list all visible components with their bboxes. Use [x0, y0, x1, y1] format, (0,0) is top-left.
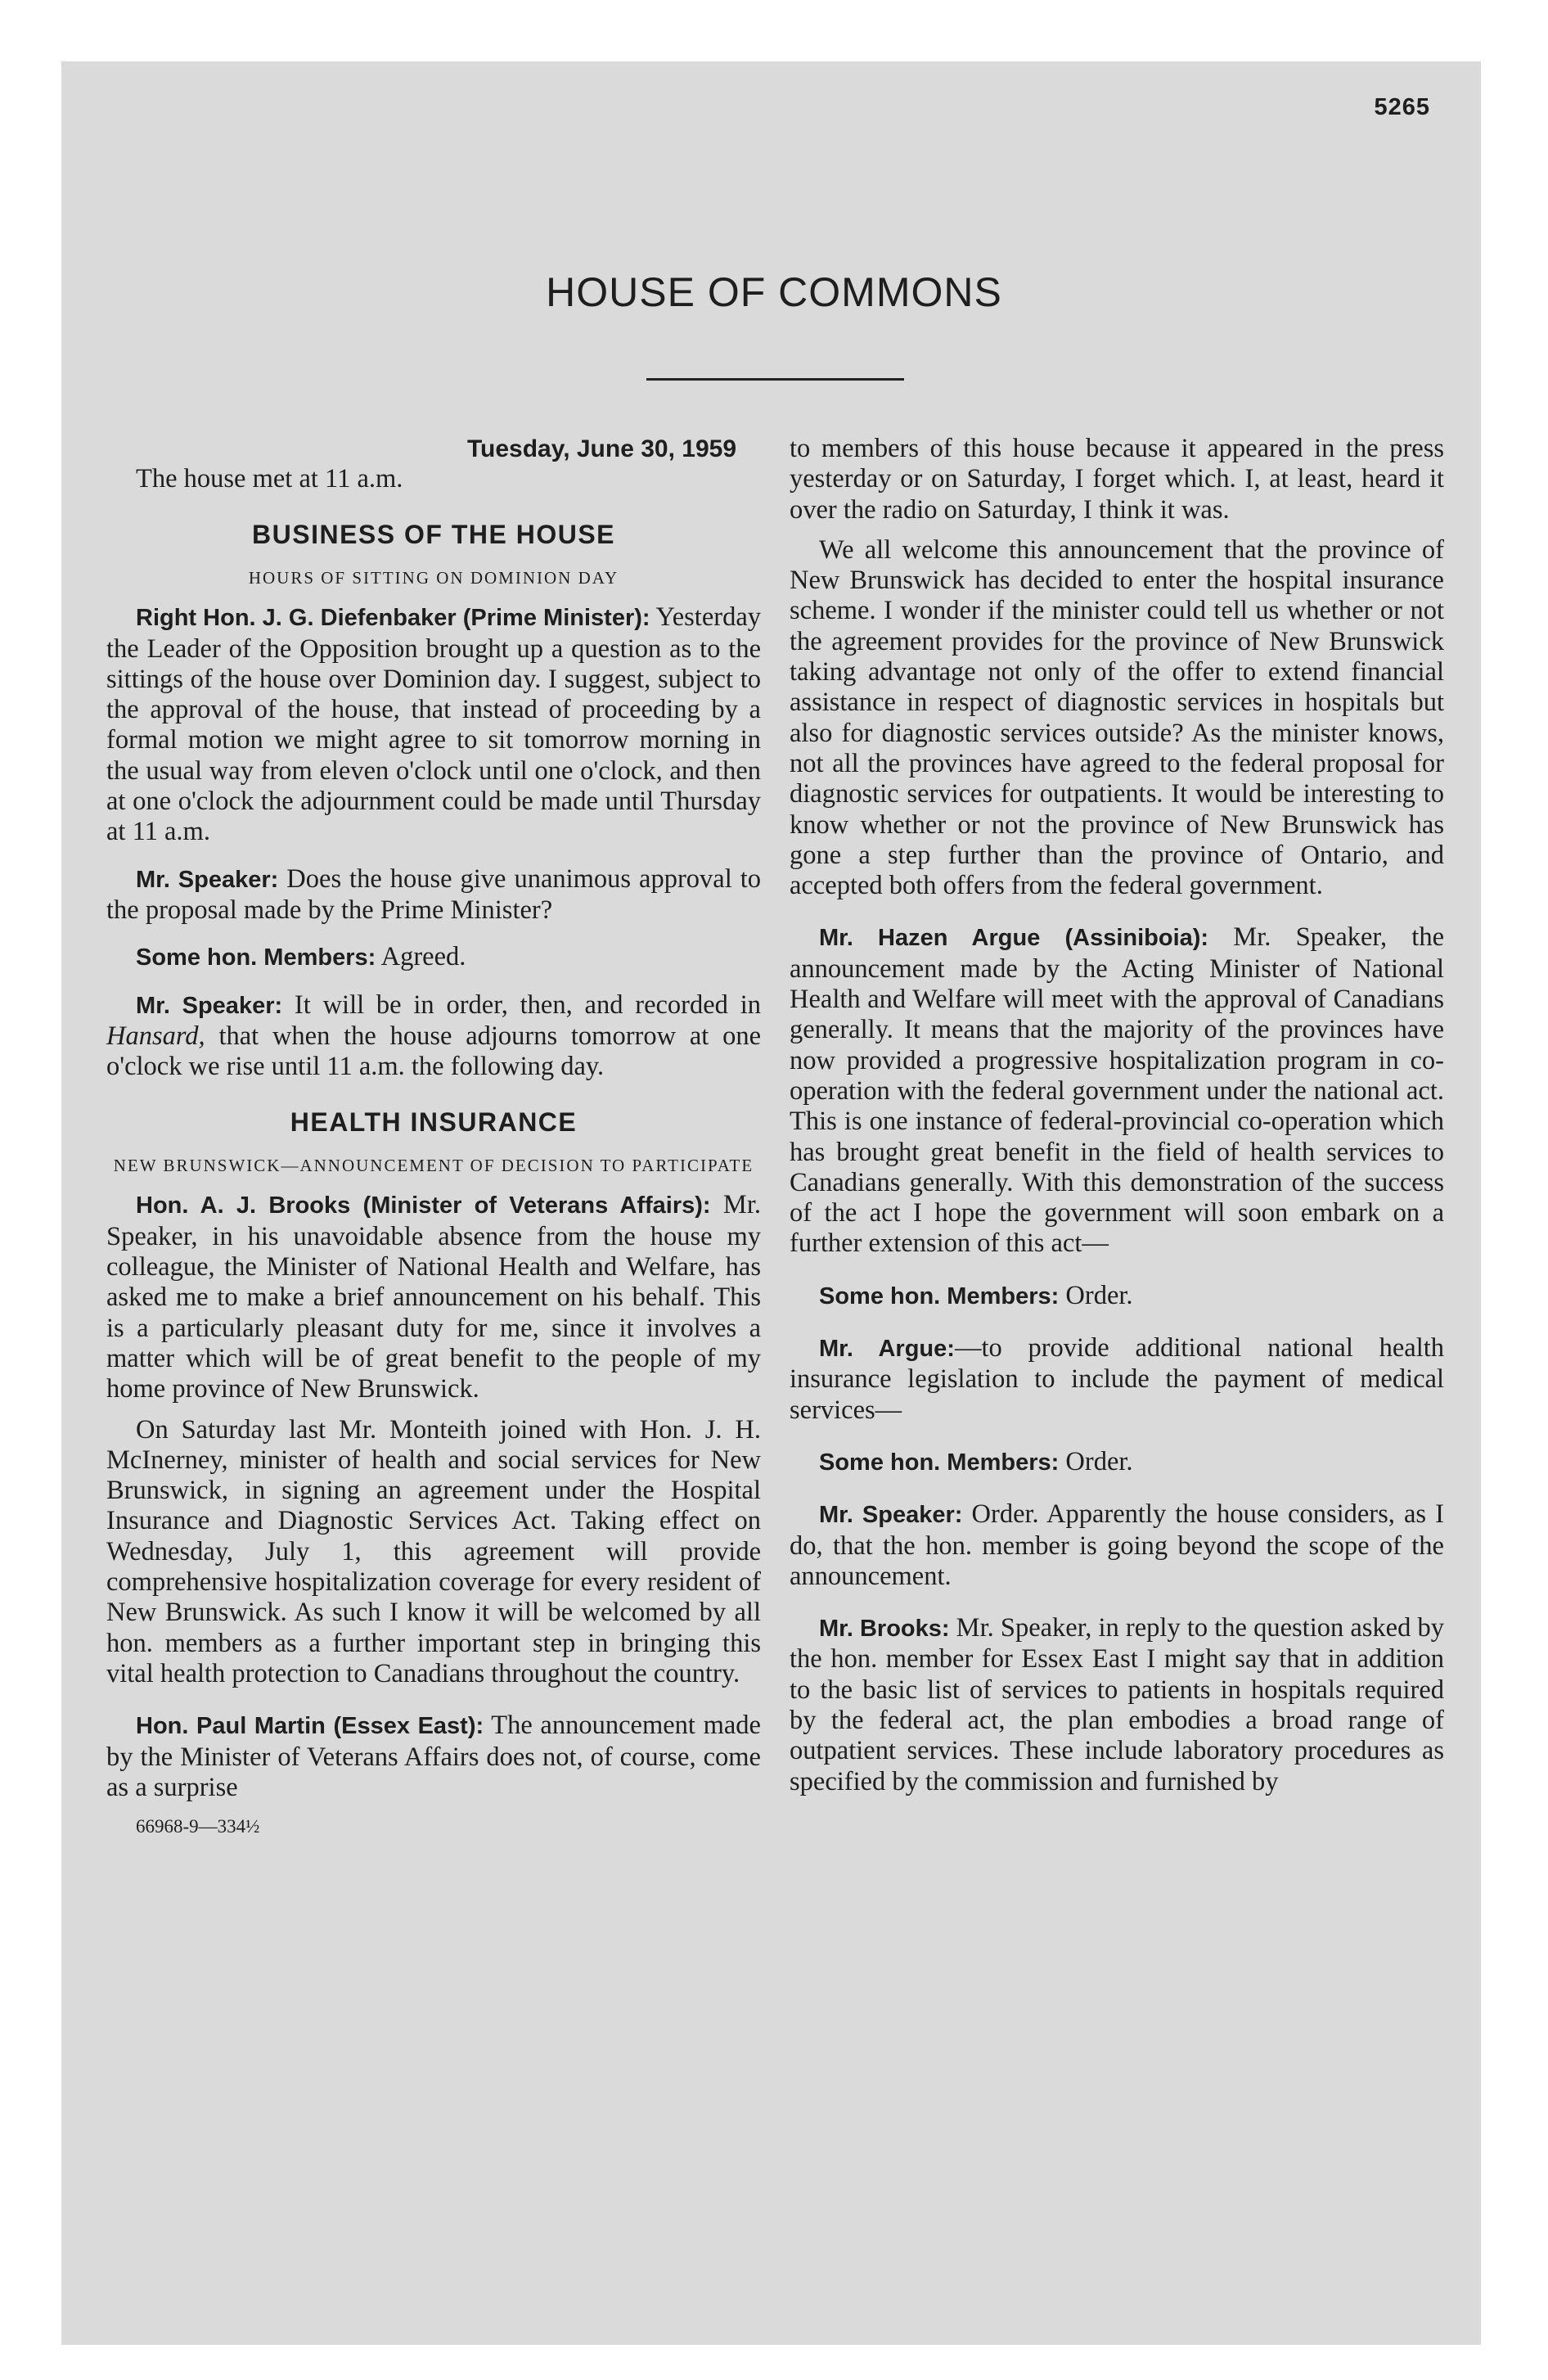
- section-heading-health: HEALTH INSURANCE: [290, 1107, 578, 1138]
- speaker-name: Mr. Argue:: [819, 1336, 955, 1363]
- speech-text: The announcement made by the Minister of Veterans Affairs does not, of course, come as a surprise: [106, 1711, 761, 1802]
- speech-text: Order.: [1059, 1280, 1133, 1310]
- speaker-name: Mr. Speaker:: [136, 866, 279, 893]
- speaker-name: Mr. Brooks:: [819, 1616, 950, 1643]
- speech-text: Mr. Speaker, in his unavoidable absence from the house my colleague, the Minister of National Health and Welfare, has asked me to make a brief announcement on his behalf. This is a particularly pleasant duty for me, since it involves a matter which will be of great benefit to the people of my home province of New Brunswick.: [106, 1190, 761, 1404]
- left-column: [106, 434, 761, 1839]
- speech-brooks-1: [106, 1190, 761, 1404]
- page-title: HOUSE OF COMMONS: [546, 269, 1002, 315]
- speech-argue-2: [790, 1333, 1444, 1426]
- hansard-italic: Hansard,: [106, 1021, 205, 1051]
- speech-text: Does the house give unanimous approval to the proposal made by the Prime Minister?: [106, 863, 761, 925]
- section-heading-business: BUSINESS OF THE HOUSE: [252, 520, 615, 550]
- speech-text: —to provide additional national health insurance legislation to include the payment of medical services—: [790, 1333, 1444, 1425]
- speaker-name: Some hon. Members:: [819, 1282, 1060, 1309]
- speech-text: Agreed.: [376, 942, 466, 972]
- sitting-opening: The house met at 11 a.m.: [136, 464, 403, 494]
- speech-members-order-1: [790, 1281, 1444, 1312]
- speaker-name: Hon. Paul Martin (Essex East):: [136, 1713, 484, 1740]
- speech-speaker-3: [790, 1499, 1444, 1592]
- speech-brooks-3: [790, 1613, 1444, 1797]
- speaker-name: Mr. Speaker:: [136, 992, 283, 1019]
- speech-diefenbaker: [106, 602, 761, 847]
- speech-text: Mr. Speaker, the announcement made by the Acting Minister of National Health and Welfare will meet with the approval of Canadians generally. It means that the majority of the provinces have now provided a progressive hospitalization program in co-operation with the federal government under the national act. This is one instance of federal-provincial co-operation which has brought great benefit in the field of health services to Canadians generally. With this demonstration of the success of the act I hope the government will soon embark on a further extension of this act—: [790, 922, 1444, 1259]
- speaker-name: Right Hon. J. G. Diefenbaker (Prime Minister):: [136, 605, 650, 632]
- speaker-name: Some hon. Members:: [136, 944, 376, 971]
- page-number: 5265: [1374, 94, 1430, 120]
- speaker-name: Some hon. Members:: [819, 1449, 1060, 1476]
- speech-argue-1: [790, 922, 1444, 1259]
- title-rule: [646, 378, 904, 381]
- speech-text: Order.: [1059, 1446, 1133, 1476]
- speaker-name: Hon. A. J. Brooks (Minister of Veterans Affairs):: [136, 1192, 711, 1219]
- section-subheading-new-brunswick: NEW BRUNSWICK—ANNOUNCEMENT OF DECISION TO PARTICIPATE: [113, 1156, 754, 1176]
- speech-text: that when the house adjourns tomorrow at one o'clock we rise until 11 a.m. the following day.: [106, 1021, 761, 1082]
- speech-text: It will be in order, then, and recorded in: [282, 989, 761, 1020]
- speaker-name: Mr. Hazen Argue (Assiniboia):: [819, 925, 1209, 952]
- sitting-date: Tuesday, June 30, 1959: [466, 435, 736, 462]
- section-subheading-dominion-day: HOURS OF SITTING ON DOMINION DAY: [248, 568, 619, 588]
- speech-martin-2: We all welcome this announcement that the province of New Brunswick has decided to enter the hospital insurance scheme. I wonder if the minister could tell us whether or not the agreement provides for the province of New Brunswick taking advantage not only of the offer to extend financial assistance in respect of diagnostic services in hospitals but also for diagnostic services outside? As the minister knows, not all the provinces have agreed to the federal proposal for diagnostic services for outpatients. It would be interesting to know whether or not the province of New Brunswick has gone a step further than the province of Ontario, and accepted both offers from the federal government.: [790, 534, 1444, 901]
- speech-text: Yesterday the Leader of the Opposition brought up a question as to the sittings of the house over Dominion day. I suggest, subject to the approval of the house, that instead of proceeding by a formal motion we might agree to sit tomorrow morning in the usual way from eleven o'clock until one o'clock, and then at one o'clock the adjournment could be made until Thursday at 11 a.m.: [106, 602, 761, 847]
- right-column: [790, 434, 1444, 1797]
- speech-martin: [106, 1711, 761, 1803]
- printer-footer-code: 66968-9—334½: [136, 1816, 260, 1837]
- speech-speaker-2: [106, 990, 761, 1083]
- speech-text: Order. Apparently the house considers, as I do, that the hon. member is going beyond the scope of the announcement.: [790, 1499, 1444, 1591]
- speech-brooks-2: On Saturday last Mr. Monteith joined with Hon. J. H. McInerney, minister of health and social services for New Brunswick, in signing an agreement under the Hospital Insurance and Diagnostic Services Act. Taking effect on Wednesday, July 1, this agreement will provide comprehensive hospitalization coverage for every resident of New Brunswick. As such I know it will be welcomed by all hon. members as a further important step in bringing this vital health protection to Canadians throughout the country.: [106, 1414, 761, 1688]
- speech-text: Mr. Speaker, in reply to the question asked by the hon. member for Essex East I might say that in addition to the basic list of services to patients in hospitals required by the federal act, the plan embodies a broad range of outpatient services. These include laboratory procedures as specified by the commission and furnished by: [790, 1613, 1444, 1796]
- speaker-name: Mr. Speaker:: [819, 1502, 963, 1529]
- speech-martin-continued: to members of this house because it appeared in the press yesterday or on Saturday, I forget which. I, at least, heard it over the radio on Saturday, I think it was.: [790, 434, 1444, 525]
- speech-speaker-1: [106, 864, 761, 926]
- speech-members-order-2: [790, 1447, 1444, 1478]
- speech-members-agreed: [106, 942, 761, 973]
